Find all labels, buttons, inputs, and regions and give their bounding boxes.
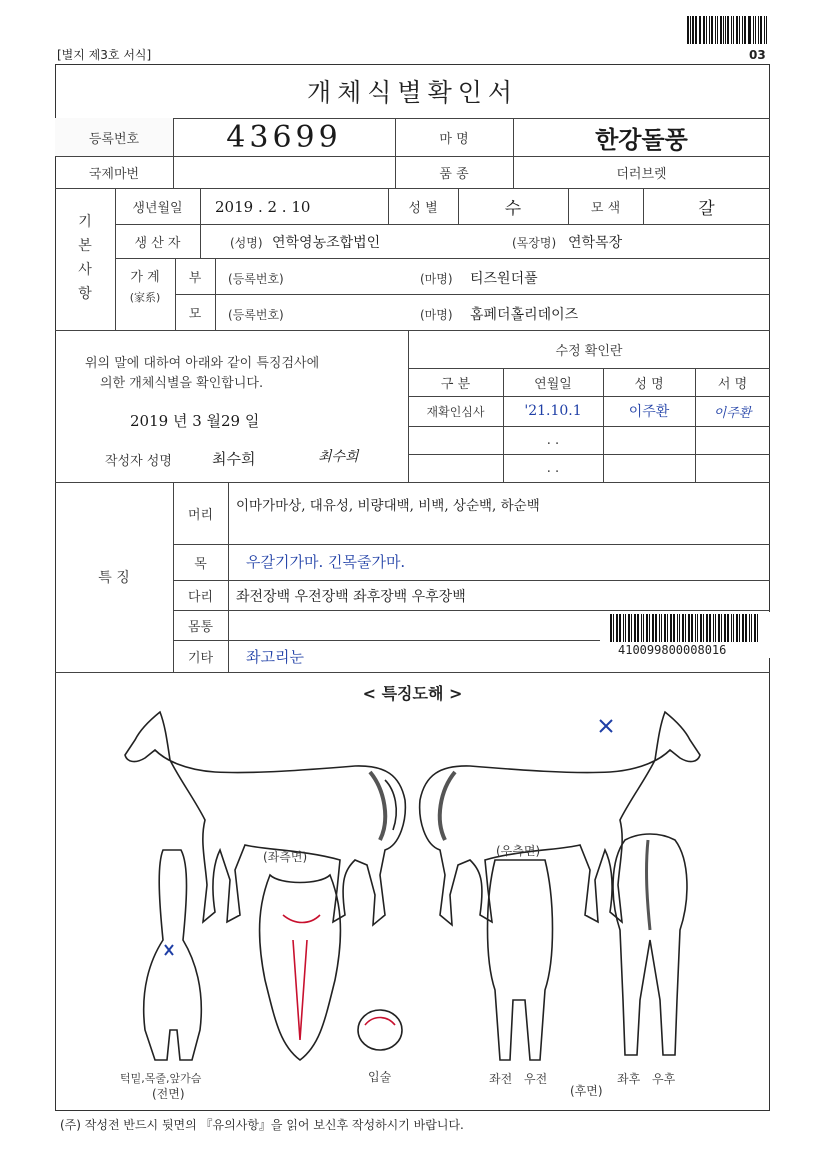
ranch-value: 연학목장 — [568, 235, 623, 251]
front-legs-caption: 좌전 우전 — [489, 1072, 548, 1086]
producer-name-label: (성명) — [230, 236, 263, 250]
feature-neck-label: 목 — [194, 556, 207, 572]
revision-header-sign: 서 명 — [717, 376, 748, 392]
revision-header-date: 연월일 — [534, 376, 572, 392]
feature-neck-value: 우갈기가마. 긴목줄가마. — [246, 553, 406, 571]
sex-value: 수 — [504, 198, 522, 219]
form-number: [별지 제3호 서식] — [57, 48, 152, 62]
producer-label: 생 산 자 — [134, 235, 181, 251]
barcode-sticker — [600, 612, 770, 658]
front-subcaption: (전면) — [152, 1087, 185, 1101]
intl-no-label: 국제마번 — [88, 166, 140, 182]
horse-name-label: 마 명 — [439, 131, 469, 147]
birth-value: 2019 . 2 . 10 — [215, 198, 311, 216]
statement-line-2: 의한 개체식별을 확인합니다. — [100, 376, 264, 391]
statement-line-1: 위의 말에 대하여 아래와 같이 특징검사에 — [85, 356, 320, 371]
page-code: 03 — [749, 48, 766, 62]
revision-header-type: 구 분 — [440, 376, 471, 392]
writer-label: 작성자 성명 — [105, 454, 172, 469]
feature-head-value: 이마가마상, 대유성, 비량대백, 비백, 상순백, 하순백 — [236, 498, 540, 514]
sire-name-value: 티즈원더풀 — [470, 271, 538, 287]
ranch-label: (목장명) — [512, 236, 557, 250]
right-side-caption: (우측면) — [496, 844, 541, 858]
features-section-label: 특 징 — [98, 570, 130, 586]
basic-section-label: 기 본 사 항 — [78, 214, 92, 302]
writer-signature: 최수희 — [318, 449, 359, 465]
revision-title: 수정 확인란 — [555, 343, 623, 359]
left-side-horse — [125, 712, 405, 925]
diagram-title: < 특징도해 > — [362, 683, 463, 703]
producer-name-value: 연학영농조합법인 — [272, 235, 381, 251]
reg-no-value: 43699 — [226, 119, 342, 155]
back-subcaption: (후면) — [570, 1084, 603, 1098]
color-value: 갈 — [698, 198, 715, 219]
feature-other-label: 기타 — [187, 650, 214, 666]
reg-no-label: 등록번호 — [55, 118, 173, 156]
revision-row2-date: . . — [546, 432, 560, 448]
sire-regno-label: (등록번호) — [228, 272, 284, 286]
intl-no-value — [173, 156, 395, 188]
horse-diagram — [55, 700, 770, 1100]
writer-name: 최수희 — [212, 450, 256, 468]
sex-label: 성 별 — [408, 200, 438, 216]
feature-legs-value: 좌전장백 우전장백 좌후장백 우후장백 — [236, 589, 466, 605]
revision-row1-sign: 이주환 — [713, 405, 752, 421]
top-barcode — [687, 16, 769, 44]
revision-row1-name: 이주환 — [628, 404, 670, 420]
horse-name-value: 한강돌풍 — [595, 124, 688, 154]
sire-name-label: (마명) — [420, 272, 453, 286]
right-side-horse — [420, 712, 700, 925]
breed-label: 품 종 — [439, 166, 469, 182]
sire-label: 부 — [188, 270, 202, 286]
dam-regno-label: (등록번호) — [228, 308, 284, 322]
barcode-number: 410099800008016 — [618, 643, 727, 657]
revision-row1-type: 재확인심사 — [426, 404, 485, 419]
color-label: 모 색 — [590, 200, 621, 216]
pedigree-label: 가 계 (家系) — [129, 270, 161, 304]
dam-name-label: (마명) — [420, 308, 453, 322]
breed-value: 더러브렛 — [616, 166, 667, 182]
feature-other-value: 좌고리눈 — [246, 648, 304, 666]
document-title: 개체식별확인서 — [306, 78, 519, 107]
left-side-caption: (좌측면) — [263, 850, 308, 864]
dam-name-value: 홈페더홀리데이즈 — [470, 307, 579, 323]
revision-header-name: 성 명 — [634, 376, 664, 392]
footer-note: (주) 작성전 반드시 뒷면의 『유의사항』을 읽어 보신후 작성하시기 바랍니다. — [60, 1118, 464, 1132]
dam-label: 모 — [188, 306, 202, 322]
revision-row1-date: '21.10.1 — [524, 403, 582, 419]
front-caption: 턱밑,목줄,앞가슴 — [120, 1072, 202, 1085]
birth-label: 생년월일 — [132, 200, 183, 216]
rear-legs-caption: 좌후 우후 — [617, 1072, 676, 1086]
feature-legs-label: 다리 — [187, 589, 214, 605]
revision-row3-date: . . — [546, 460, 560, 476]
lip-caption: 입술 — [368, 1070, 392, 1084]
feature-head-label: 머리 — [187, 507, 214, 523]
written-date: 2019 년 3 월29 일 — [130, 412, 260, 430]
feature-body-label: 몸통 — [187, 619, 214, 635]
